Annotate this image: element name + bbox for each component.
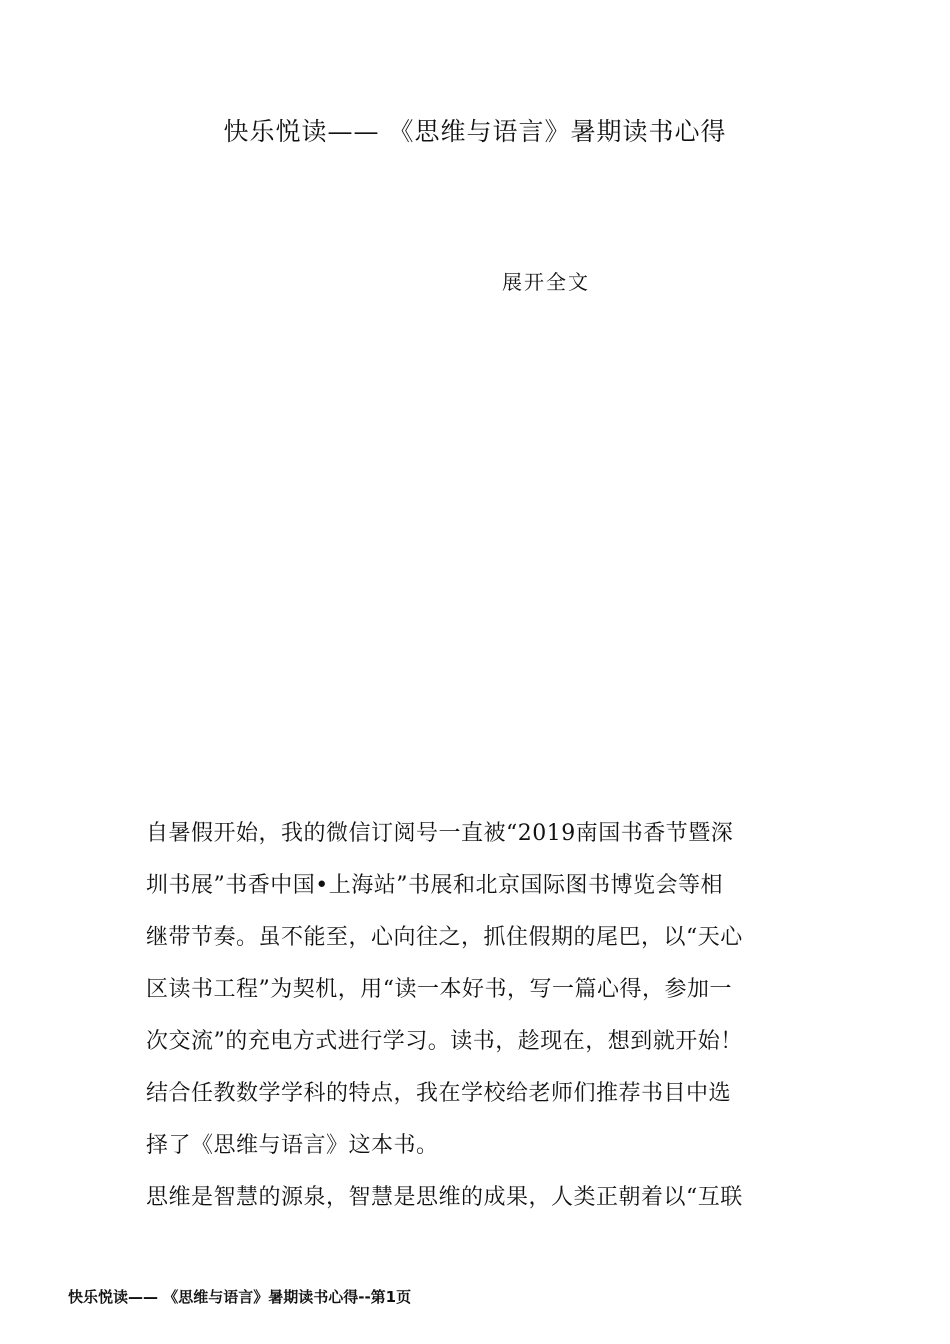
- page-footer: 快乐悦读—— 《思维与语言》暑期读书心得--第1页: [68, 1288, 412, 1306]
- body-line: 区读书工程”为契机，用“读一本好书，写一篇心得，参加一: [146, 977, 732, 1002]
- body-line: 结合任教数学学科的特点，我在学校给老师们推荐书目中选: [146, 1081, 732, 1106]
- body-line: 思维是智慧的源泉，智慧是思维的成果，人类正朝着以“互联: [146, 1185, 743, 1210]
- body-line: 继带节奏。虽不能至，心向往之，抓住假期的尾巴，以“天心: [146, 925, 743, 950]
- body-line: 次交流”的充电方式进行学习。读书，趁现在，想到就开始！: [146, 1029, 743, 1054]
- expand-full-text-link[interactable]: 展开全文: [502, 270, 590, 294]
- body-line: 择了《思维与语言》这本书。: [146, 1133, 439, 1158]
- body-text: [146, 808, 810, 1224]
- body-line: 圳书展”书香中国•上海站”书展和北京国际图书博览会等相: [146, 873, 723, 898]
- document-title: 快乐悦读—— 《思维与语言》暑期读书心得: [223, 117, 727, 146]
- body-line: 自暑假开始，我的微信订阅号一直被“2019南国书香节暨深: [146, 821, 734, 846]
